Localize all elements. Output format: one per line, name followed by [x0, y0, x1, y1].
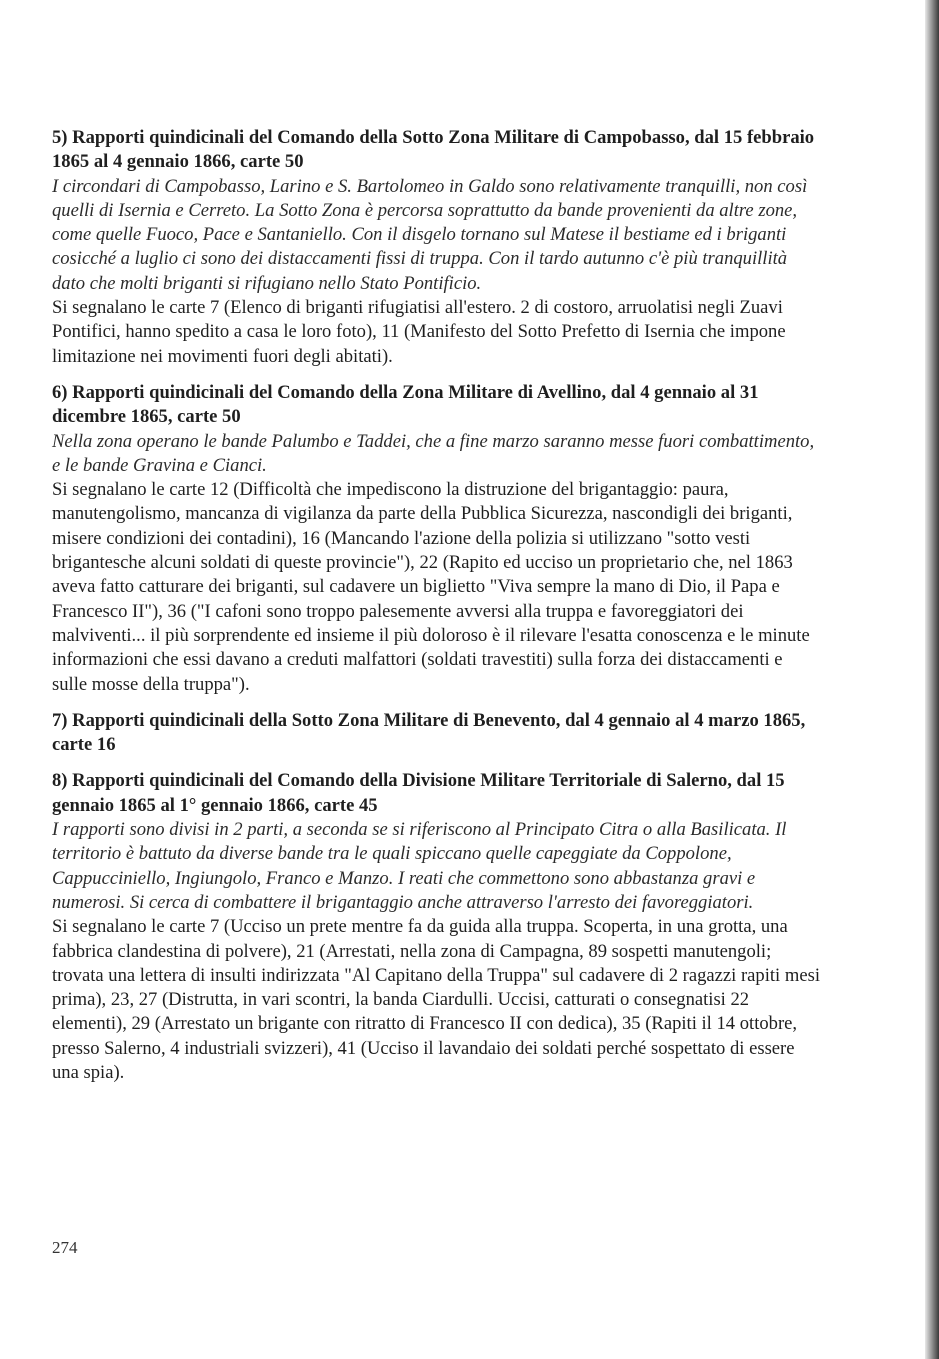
page-number: 274 — [52, 1238, 78, 1257]
entry-summary: I rapporti sono divisi in 2 parti, a seconda se si riferiscono al Principato Citra o alla Basilicata. Il territorio è battuto da diverse bande tra le quali spiccano quelle capeggiate da Coppolone, Cappucciniello, Ingiungolo, Franco e Manzo. I reati che commettono sono abbastanza gravi e numerosi. Si cerca di combattere il brigantaggio anche attraverso l'arresto dei favoreggiatori. — [52, 819, 787, 913]
entry-notes: Si segnalano le carte 7 (Ucciso un prete mentre fa da guida alla truppa. Scoperta, in una grotta, una fabbrica clandestina di polvere), 21 (Arrestati, nella zona di Campagna, 89 sospetti manutengoli; trovata una lettera di insulti indirizzata "Al Capitano della Truppa" sul cadavere di 2 ragazzi rapiti mesi prima), 23, 27 (Distrutta, in vari scontri, la banda Ciardulli. Uccisi, catturati o consegnatisi 22 elementi), 29 (Arrestato un brigante con ritratto di Francesco II con dedica), 35 (Rapiti il 14 ottobre, presso Salerno, 4 industriali svizzeri), 41 (Ucciso il lavandaio dei soldati perché sospettato di essere una spia). — [52, 916, 820, 1083]
book-spine-shadow — [925, 0, 939, 1359]
entry-notes: Si segnalano le carte 7 (Elenco di briganti rifugiatisi all'estero. 2 di costoro, arruolatisi negli Zuavi Pontifici, hanno spedito a casa le loro foto), 11 (Manifesto del Sotto Prefetto di Isernia che impone limitazione nei movimenti fuori degli abitati). — [52, 297, 786, 367]
entry-8 — [52, 769, 820, 1085]
page-body — [52, 126, 820, 1085]
entry-summary: I circondari di Campobasso, Larino e S. Bartolomeo in Galdo sono relativamente tranquilli, non così quelli di Isernia e Cerreto. La Sotto Zona è percorsa soprattutto da bande provenienti da altre zone, come quelle Fuoco, Pace e Santaniello. Con il disgelo tornano sul Matese il bestiame ed i briganti cosicché a luglio ci sono dei distaccamenti fissi di truppa. Con il tardo autunno c'è più tranquillità dato che molti briganti si rifugiano nello Stato Pontificio. — [52, 175, 808, 294]
entry-heading: 7) Rapporti quindicinali della Sotto Zona Militare di Benevento, dal 4 gennaio al 4 marzo 1865, carte 16 — [52, 709, 806, 756]
entry-6 — [52, 381, 820, 697]
entry-heading: 8) Rapporti quindicinali del Comando della Divisione Militare Territoriale di Salerno, dal 15 gennaio 1865 al 1° gennaio 1866, carte 45 — [52, 770, 785, 816]
entry-heading: 6) Rapporti quindicinali del Comando della Zona Militare di Avellino, dal 4 gennaio al 31 dicembre 1865, carte 50 — [52, 381, 759, 428]
entry-heading: 5) Rapporti quindicinali del Comando della Sotto Zona Militare di Campobasso, dal 15 febbraio 1865 al 4 gennaio 1866, carte 50 — [52, 127, 815, 173]
entry-summary: Nella zona operano le bande Palumbo e Taddei, che a fine marzo saranno messe fuori combattimento, e le bande Gravina e Cianci. — [52, 430, 815, 476]
entry-notes: Si segnalano le carte 12 (Difficoltà che impediscono la distruzione del brigantaggio: paura, manutengolismo, mancanza di vigilanza da parte della Pubblica Sicurezza, nascondigli dei briganti, misere condizioni dei contadini), 16 (Mancando l'azione della polizia si utilizzano "sotto vesti brigantesche alcuni soldati di queste provincie"), 22 (Rapito ed ucciso un proprietario che, nel 1863 aveva fatto catturare dei briganti, sul cadavere un biglietto "Viva sempre la mano di Dio, il Papa e Francesco II"), 36 ("I cafoni sono troppo palesemente avversi alla truppa e favoreggiatori dei malviventi... il più sorprendente ed insieme il più doloroso è il rilevare l'esatta conoscenza e le minute informazioni che essi davano a creduti malfattori (soldati travestiti) sulla forza dei distaccamenti e sulle mosse della truppa"). — [52, 479, 810, 695]
entry-5 — [52, 126, 820, 369]
entry-7 — [52, 709, 820, 758]
